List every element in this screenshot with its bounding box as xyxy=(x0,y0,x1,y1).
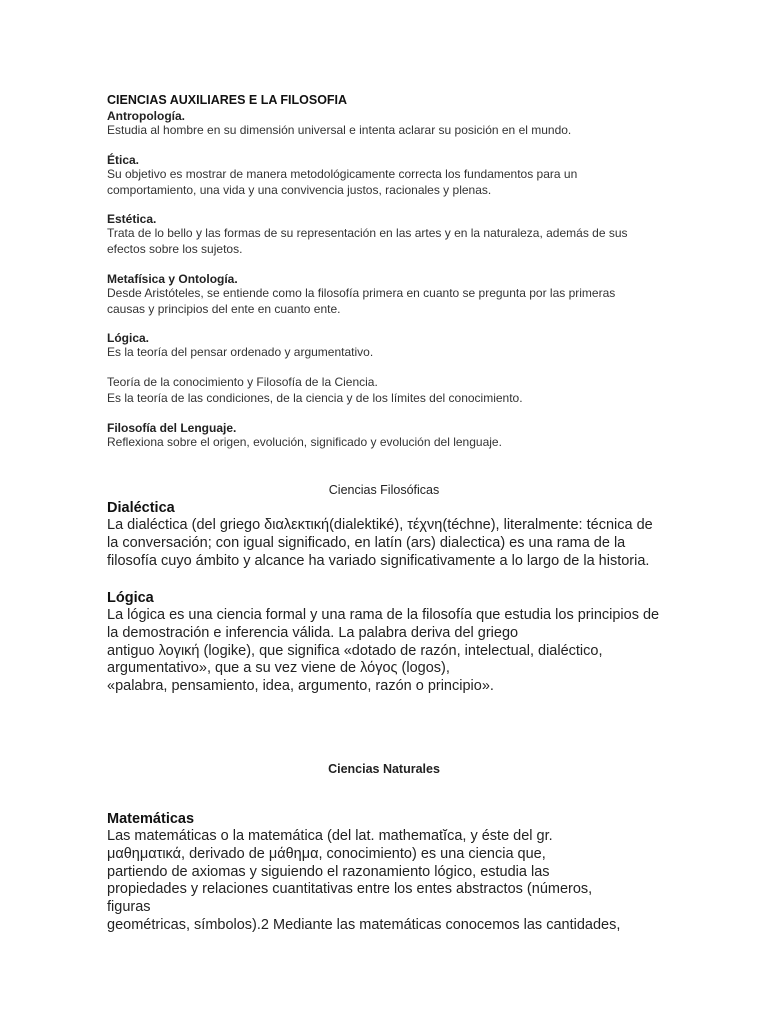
heading-ciencias-naturales: Ciencias Naturales xyxy=(328,762,440,776)
section-title: Estética. xyxy=(107,212,157,226)
section-title: Filosofía del Lenguaje. xyxy=(107,421,237,435)
section-metafisica xyxy=(107,272,667,317)
heading-ciencias-filosoficas: Ciencias Filosóficas xyxy=(328,483,440,497)
section-antropologia xyxy=(107,109,667,139)
section-body: Es la teoría de las condiciones, de la ciencia y de los límites del conocimiento. xyxy=(107,390,523,405)
section-body-part: Las matemáticas o la matemática (del lat. mathematĭca, y éste del gr. μαθηματικά, derivado de μάθημα, conocimiento) es una ciencia que, partiendo de axiomas y siguiendo el razonamiento lógico, estudia las propiedades y relaciones cuantitativas entre los entes abstractos (números, figuras xyxy=(107,828,593,916)
section-body: Su objetivo es mostrar de manera metodológicamente correcta los fundamentos para un comportamiento, una vida y una convivencia justos, racionales y plenas. xyxy=(107,167,578,197)
section-body-part: La lógica es una ciencia formal y una rama de la filosofía que estudia los principios de la demostración e inferencia válida. La palabra deriva del griego xyxy=(107,607,660,641)
section-title: Antropología. xyxy=(107,109,185,123)
section-body-part: geométricas, símbolos).2 Mediante las matemáticas conocemos las cantidades, xyxy=(107,916,621,933)
section-body-part: antiguo λογική (logike), que significa «dotado de razón, intelectual, dialéctico, argumentativo», que a su vez viene de λόγος (logos), xyxy=(107,642,603,677)
section-matematicas xyxy=(107,810,667,935)
section-logica-filosofica xyxy=(107,589,667,696)
section-body: Estudia al hombre en su dimensión universal e intenta aclarar su posición en el mundo. xyxy=(107,123,572,137)
section-title: Metafísica y Ontología. xyxy=(107,272,238,286)
section-title: Ética. xyxy=(107,153,140,167)
section-filosofia-lenguaje xyxy=(107,421,667,451)
section-title: Lógica. xyxy=(107,331,150,345)
section-body: La dialéctica (del griego διαλεκτική(dialektiké), τέχνη(téchne), literalmente: técnica de la conversación; con igual significado, en latín (ars) dialectica) es una rama de la filosofía cuyo ámbito y alcance ha variado significativamente a lo largo de la historia. xyxy=(107,517,653,569)
section-dialectica xyxy=(107,499,667,570)
section-estetica xyxy=(107,212,667,257)
section-title: Teoría de la conocimiento y Filosofía de la Ciencia. xyxy=(107,375,378,389)
section-logica xyxy=(107,331,667,361)
document-title: CIENCIAS AUXILIARES E LA FILOSOFIA xyxy=(107,93,348,107)
section-teoria-conocimiento xyxy=(107,375,667,406)
section-etica xyxy=(107,153,667,198)
section-body: Reflexiona sobre el origen, evolución, significado y evolución del lenguaje. xyxy=(107,435,502,449)
section-body: Trata de lo bello y las formas de su representación en las artes y en la naturaleza, además de sus efectos sobre los sujetos. xyxy=(107,226,628,256)
section-body-part: «palabra, pensamiento, idea, argumento, razón o principio». xyxy=(107,678,494,695)
section-title: Dialéctica xyxy=(107,500,175,516)
section-body: Desde Aristóteles, se entiende como la filosofía primera en cuanto se pregunta por las primeras causas y principios del ente en cuanto ente. xyxy=(107,286,616,316)
section-body: Es la teoría del pensar ordenado y argumentativo. xyxy=(107,345,374,359)
section-title: Lógica xyxy=(107,590,154,606)
section-title: Matemáticas xyxy=(107,811,195,827)
